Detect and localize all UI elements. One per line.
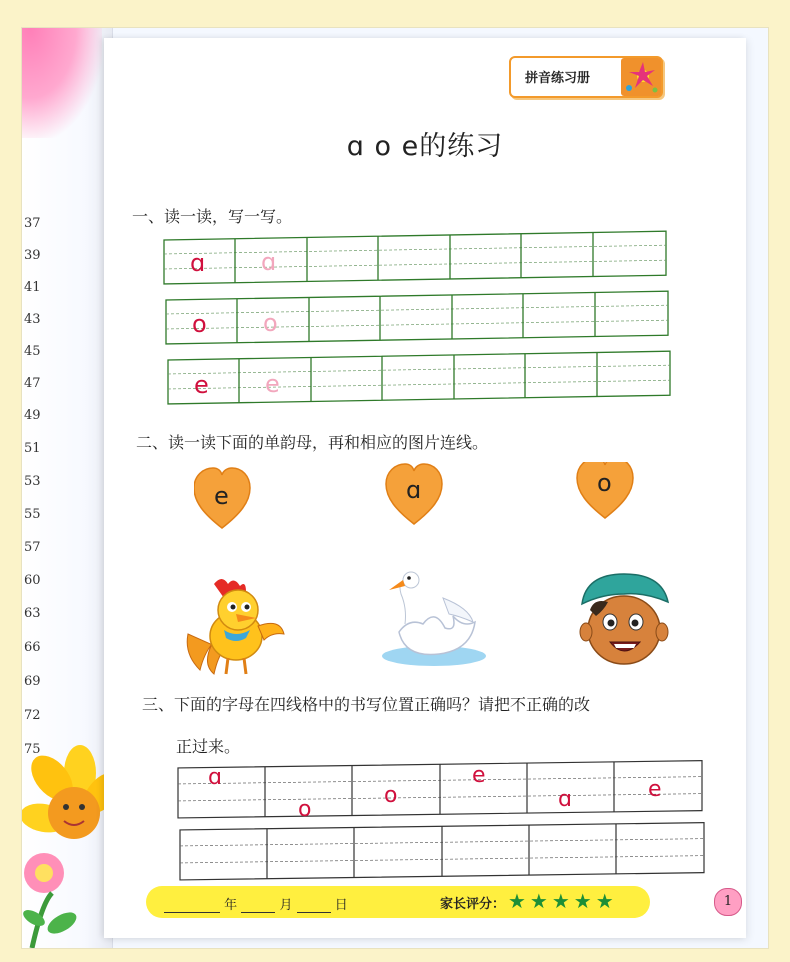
year-blank[interactable] xyxy=(164,898,220,913)
date-fields xyxy=(164,894,348,913)
edge-number: 43 xyxy=(24,312,41,327)
badge-label: 拼音练习册 xyxy=(525,71,591,86)
edge-number: 53 xyxy=(24,474,41,489)
edge-number: 51 xyxy=(24,441,41,456)
grid-row-a xyxy=(164,231,666,284)
row-trace-letter: ɑ xyxy=(261,248,277,276)
boy-picture[interactable] xyxy=(574,572,674,668)
edge-number: 72 xyxy=(24,708,41,723)
row-letter: ɑ xyxy=(190,249,206,277)
misplaced-letter: ɑ xyxy=(558,787,572,812)
section2-heading: 二、读一读下面的单韵母，再和相应的图片连线。 xyxy=(136,433,489,452)
edge-number: 57 xyxy=(24,540,41,555)
edge-number: 63 xyxy=(24,606,41,621)
edge-number: 41 xyxy=(24,280,41,295)
confetti-decoration xyxy=(621,58,661,96)
parent-score-label: 家长评分： xyxy=(440,897,506,912)
workbook-badge xyxy=(509,56,663,98)
footer-bar xyxy=(146,886,650,918)
section3-writing-grid xyxy=(174,760,714,890)
page-title: ɑ o e的练习 xyxy=(346,131,504,162)
row-letter: e xyxy=(194,371,209,399)
month-blank[interactable] xyxy=(241,898,275,913)
day-blank[interactable] xyxy=(297,898,331,913)
edge-number: 47 xyxy=(24,376,41,391)
misplaced-letter: e xyxy=(648,777,662,802)
edge-number: 45 xyxy=(24,344,41,359)
vowel-hearts xyxy=(194,462,654,532)
worksheet-page xyxy=(104,38,746,938)
edge-number: 55 xyxy=(24,507,41,522)
misplaced-letter: ɑ xyxy=(208,765,222,790)
swan-picture[interactable] xyxy=(379,568,489,668)
edge-number: 39 xyxy=(24,248,41,263)
row-trace-letter: e xyxy=(265,370,280,398)
section3-heading-line2: 正过来。 xyxy=(176,737,241,756)
edge-number: 66 xyxy=(24,640,41,655)
heart-card[interactable] xyxy=(577,462,633,518)
page-number: 1 xyxy=(714,888,742,916)
heart-letter: ɑ xyxy=(406,476,422,504)
year-label: 年 xyxy=(224,898,238,913)
day-label: 日 xyxy=(334,898,348,913)
heart-letter: o xyxy=(597,469,612,497)
row-letter: o xyxy=(192,310,207,338)
misplaced-letter: o xyxy=(298,797,312,822)
rating-stars[interactable]: ★★★★★ xyxy=(508,889,618,913)
heart-card[interactable] xyxy=(386,464,442,524)
grid-row-check xyxy=(178,761,702,822)
sunflower-illustration xyxy=(22,733,112,948)
left-page xyxy=(22,28,113,948)
misplaced-letter: o xyxy=(384,783,398,808)
pink-swoosh-decoration xyxy=(22,28,102,138)
heart-card[interactable] xyxy=(194,468,250,528)
section1-writing-grid xyxy=(162,226,682,411)
heart-letter: e xyxy=(214,482,229,510)
rooster-picture[interactable] xyxy=(184,574,289,679)
edge-number: 75 xyxy=(24,742,41,757)
row-trace-letter: o xyxy=(263,309,278,337)
grid-row-blank xyxy=(180,823,704,880)
section3-heading-line1: 三、下面的字母在四线格中的书写位置正确吗？请把不正确的改 xyxy=(142,695,591,714)
grid-row-e xyxy=(168,351,670,404)
month-label: 月 xyxy=(279,898,293,913)
grid-row-o xyxy=(166,291,668,344)
edge-number: 69 xyxy=(24,674,41,689)
edge-number: 37 xyxy=(24,216,41,231)
misplaced-letter: e xyxy=(472,763,486,788)
edge-number: 60 xyxy=(24,573,41,588)
edge-number: 49 xyxy=(24,408,41,423)
book-photo xyxy=(22,28,768,948)
section1-heading: 一、读一读，写一写。 xyxy=(132,207,293,226)
